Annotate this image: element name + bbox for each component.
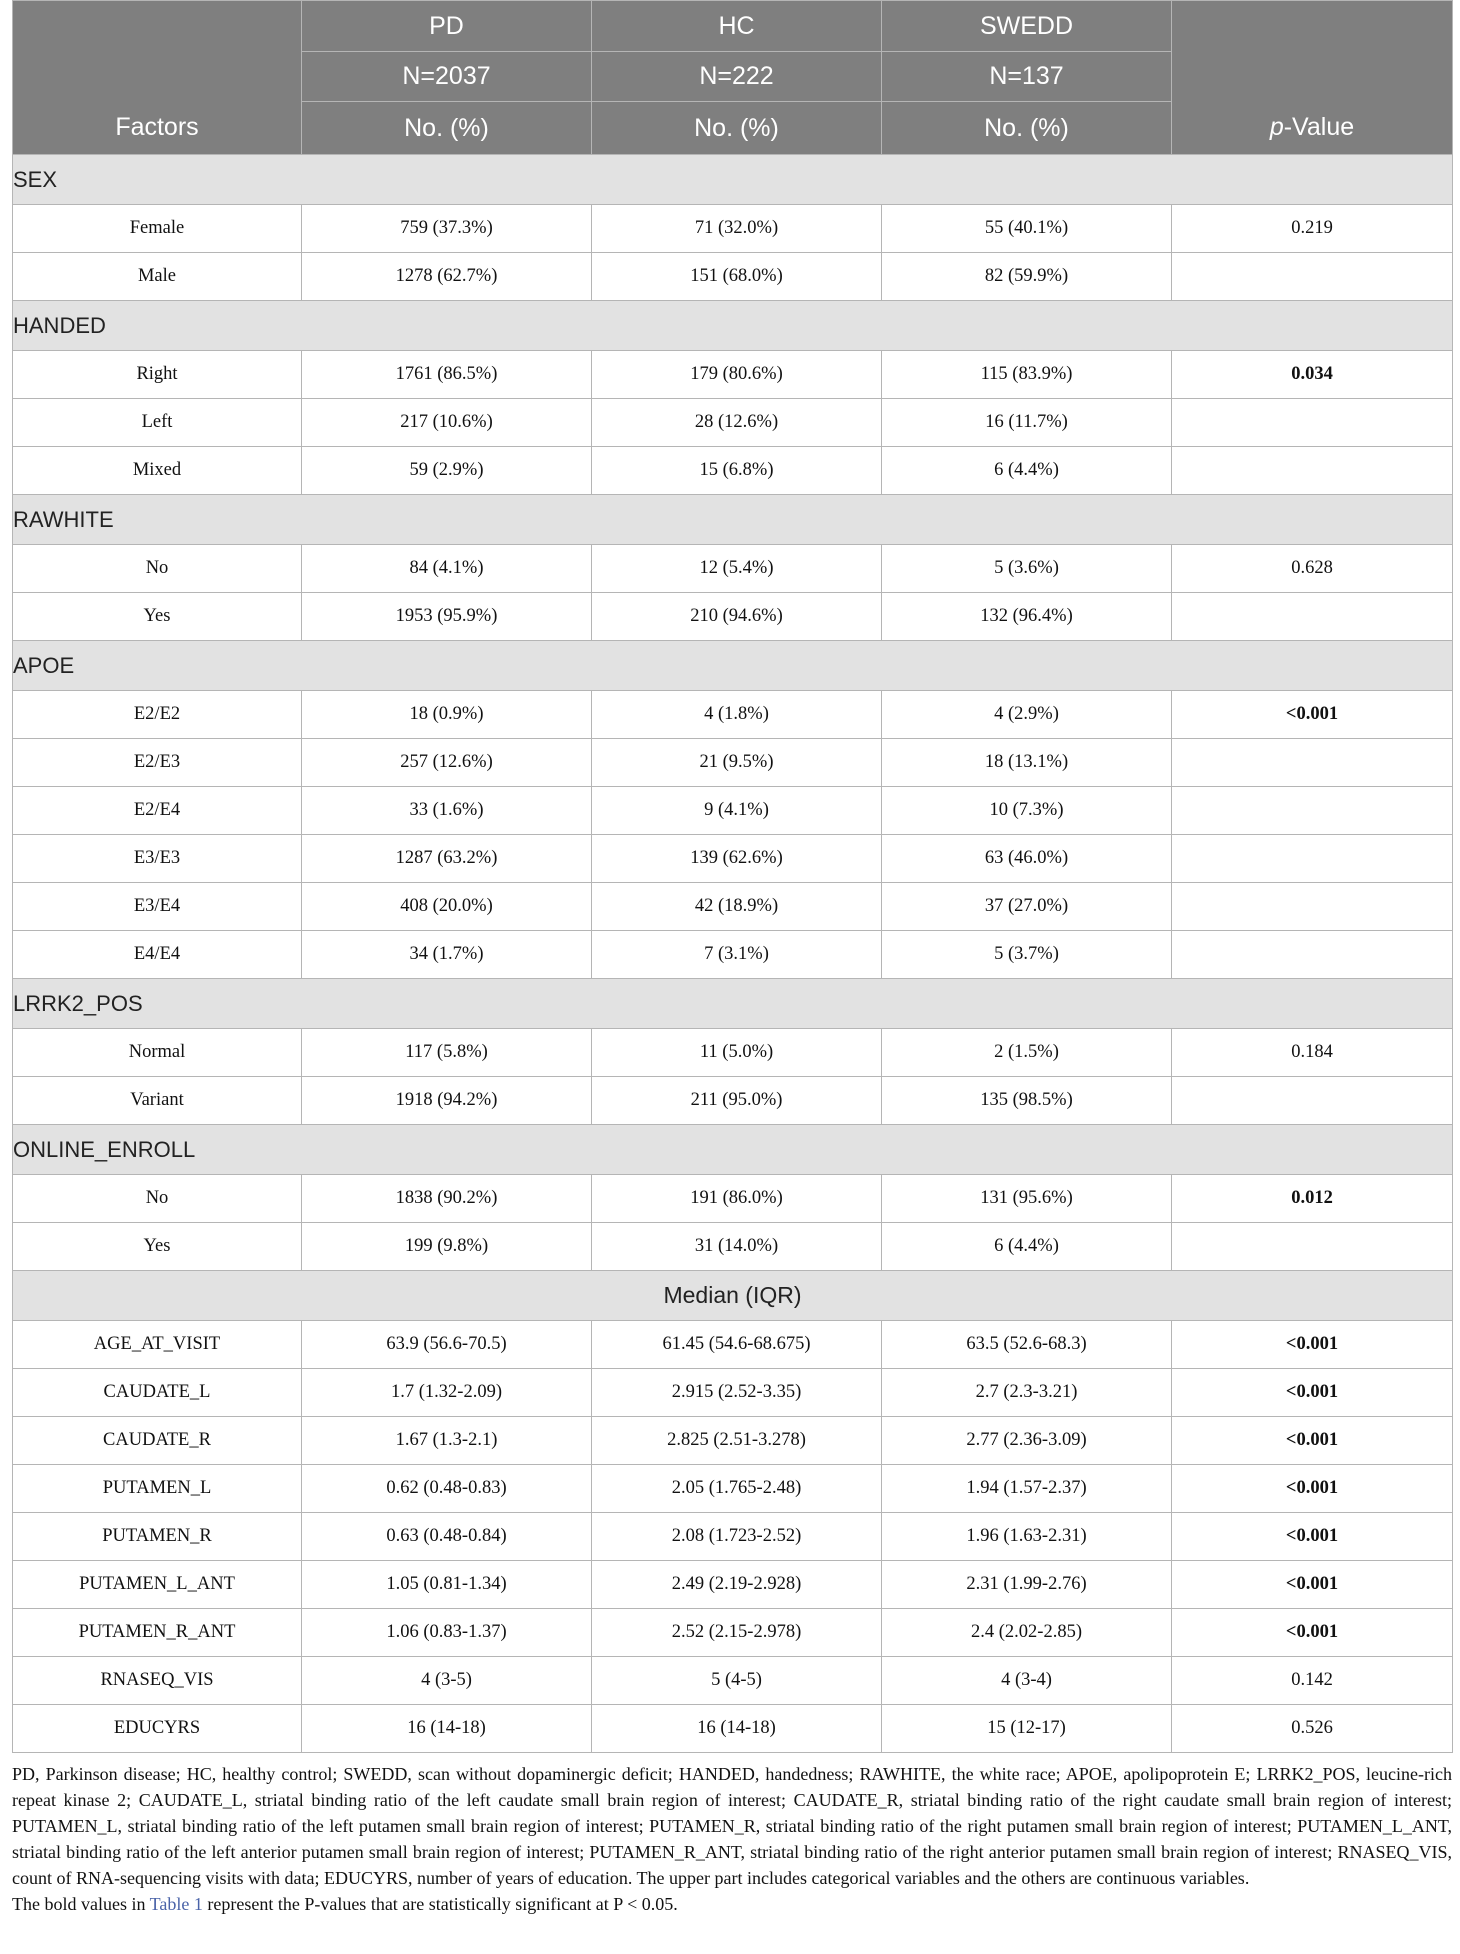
p-value-cell: <0.001 (1172, 1465, 1453, 1513)
table-row (13, 447, 1453, 495)
section-title: RAWHITE (13, 495, 1453, 545)
factor-cell: Female (13, 205, 302, 253)
hc-value-cell: 2.52 (2.15-2.978) (592, 1609, 882, 1657)
pd-value-cell: 117 (5.8%) (302, 1029, 592, 1077)
table-row (13, 835, 1453, 883)
factor-cell: CAUDATE_R (13, 1417, 302, 1465)
pd-value-cell: 59 (2.9%) (302, 447, 592, 495)
p-value-cell: <0.001 (1172, 691, 1453, 739)
swedd-value-cell: 82 (59.9%) (882, 253, 1172, 301)
factor-cell: Male (13, 253, 302, 301)
header-row-group-names (13, 1, 1453, 52)
section-header-row (13, 641, 1453, 691)
swedd-value-cell: 63 (46.0%) (882, 835, 1172, 883)
factor-cell: CAUDATE_L (13, 1369, 302, 1417)
pd-value-cell: 1.05 (0.81-1.34) (302, 1561, 592, 1609)
pd-value-cell: 63.9 (56.6-70.5) (302, 1321, 592, 1369)
table-row (13, 1609, 1453, 1657)
swedd-value-cell: 63.5 (52.6-68.3) (882, 1321, 1172, 1369)
pd-value-cell: 1918 (94.2%) (302, 1077, 592, 1125)
hc-value-cell: 7 (3.1%) (592, 931, 882, 979)
p-value-cell: <0.001 (1172, 1561, 1453, 1609)
factor-cell: E4/E4 (13, 931, 302, 979)
table-row (13, 787, 1453, 835)
table-row (13, 593, 1453, 641)
factor-cell: Yes (13, 1223, 302, 1271)
hc-value-cell: 179 (80.6%) (592, 351, 882, 399)
swedd-value-cell: 15 (12-17) (882, 1705, 1172, 1753)
pd-value-cell: 34 (1.7%) (302, 931, 592, 979)
bold-values-note (12, 1891, 1452, 1917)
factor-cell: Yes (13, 593, 302, 641)
swedd-value-cell: 5 (3.7%) (882, 931, 1172, 979)
section-header-row (13, 495, 1453, 545)
p-italic: p (1269, 113, 1284, 142)
pd-value-cell: 0.62 (0.48-0.83) (302, 1465, 592, 1513)
hc-value-cell: 31 (14.0%) (592, 1223, 882, 1271)
pd-value-cell: 84 (4.1%) (302, 545, 592, 593)
section-title: ONLINE_ENROLL (13, 1125, 1453, 1175)
pd-value-cell: 1761 (86.5%) (302, 351, 592, 399)
swedd-value-cell: 4 (2.9%) (882, 691, 1172, 739)
hc-value-cell: 42 (18.9%) (592, 883, 882, 931)
factor-cell: No (13, 1175, 302, 1223)
table-1-link[interactable]: Table 1 (149, 1894, 203, 1914)
swedd-value-cell: 2 (1.5%) (882, 1029, 1172, 1077)
hc-value-cell: 2.915 (2.52-3.35) (592, 1369, 882, 1417)
factor-cell: PUTAMEN_R (13, 1513, 302, 1561)
factor-cell: E2/E2 (13, 691, 302, 739)
swedd-value-cell: 132 (96.4%) (882, 593, 1172, 641)
pd-value-cell: 257 (12.6%) (302, 739, 592, 787)
pd-value-cell: 16 (14-18) (302, 1705, 592, 1753)
header-pd-name: PD (302, 1, 592, 52)
section-title: SEX (13, 155, 1453, 205)
p-value-cell (1172, 1077, 1453, 1125)
p-value-cell (1172, 835, 1453, 883)
table-row (13, 1369, 1453, 1417)
p-value-cell (1172, 931, 1453, 979)
swedd-value-cell: 1.94 (1.57-2.37) (882, 1465, 1172, 1513)
section-header-row (13, 1125, 1453, 1175)
factor-cell: PUTAMEN_R_ANT (13, 1609, 302, 1657)
table-row (13, 1465, 1453, 1513)
table-row (13, 399, 1453, 447)
header-blank-cell (13, 1, 302, 52)
swedd-value-cell: 4 (3-4) (882, 1657, 1172, 1705)
swedd-value-cell: 5 (3.6%) (882, 545, 1172, 593)
pd-value-cell: 1953 (95.9%) (302, 593, 592, 641)
factor-cell: PUTAMEN_L (13, 1465, 302, 1513)
hc-value-cell: 12 (5.4%) (592, 545, 882, 593)
hc-value-cell: 191 (86.0%) (592, 1175, 882, 1223)
p-value-cell (1172, 787, 1453, 835)
hc-value-cell: 151 (68.0%) (592, 253, 882, 301)
header-blank-cell (1172, 1, 1453, 52)
section-header-row (13, 301, 1453, 351)
p-value-cell: 0.012 (1172, 1175, 1453, 1223)
header-hc-name: HC (592, 1, 882, 52)
hc-value-cell: 5 (4-5) (592, 1657, 882, 1705)
factor-cell: E2/E3 (13, 739, 302, 787)
section-title: Median (IQR) (13, 1271, 1453, 1321)
swedd-value-cell: 37 (27.0%) (882, 883, 1172, 931)
pd-value-cell: 1838 (90.2%) (302, 1175, 592, 1223)
table-row (13, 1223, 1453, 1271)
hc-value-cell: 2.825 (2.51-3.278) (592, 1417, 882, 1465)
factor-cell: E3/E3 (13, 835, 302, 883)
swedd-value-cell: 18 (13.1%) (882, 739, 1172, 787)
header-row-sample-sizes (13, 52, 1453, 102)
section-title: HANDED (13, 301, 1453, 351)
pd-value-cell: 33 (1.6%) (302, 787, 592, 835)
p-value-cell: 0.526 (1172, 1705, 1453, 1753)
bold-note-after: represent the P-values that are statistically significant at P < 0.05. (202, 1894, 678, 1914)
factor-cell: Left (13, 399, 302, 447)
p-value-cell: 0.628 (1172, 545, 1453, 593)
pd-value-cell: 1.7 (1.32-2.09) (302, 1369, 592, 1417)
p-value-cell (1172, 253, 1453, 301)
factor-cell: AGE_AT_VISIT (13, 1321, 302, 1369)
p-value-cell (1172, 593, 1453, 641)
table-row (13, 1705, 1453, 1753)
factor-cell: EDUCYRS (13, 1705, 302, 1753)
p-value-cell: <0.001 (1172, 1417, 1453, 1465)
swedd-value-cell: 55 (40.1%) (882, 205, 1172, 253)
table-row (13, 253, 1453, 301)
hc-value-cell: 71 (32.0%) (592, 205, 882, 253)
factor-cell: E3/E4 (13, 883, 302, 931)
section-title: LRRK2_POS (13, 979, 1453, 1029)
demographics-table (12, 0, 1453, 1753)
table-row (13, 545, 1453, 593)
pd-value-cell: 199 (9.8%) (302, 1223, 592, 1271)
pd-value-cell: 4 (3-5) (302, 1657, 592, 1705)
swedd-value-cell: 2.7 (2.3-3.21) (882, 1369, 1172, 1417)
section-header-row (13, 979, 1453, 1029)
p-value-cell: <0.001 (1172, 1321, 1453, 1369)
table-row (13, 351, 1453, 399)
swedd-value-cell: 2.31 (1.99-2.76) (882, 1561, 1172, 1609)
header-hc-n: N=222 (592, 52, 882, 102)
hc-value-cell: 11 (5.0%) (592, 1029, 882, 1077)
section-header-row (13, 1271, 1453, 1321)
pd-value-cell: 18 (0.9%) (302, 691, 592, 739)
factor-cell: Mixed (13, 447, 302, 495)
abbreviations-footnote: PD, Parkinson disease; HC, healthy control; SWEDD, scan without dopaminergic deficit; HANDED, handedness; RAWHITE, the white race; APOE, apolipoprotein E; LRRK2_POS, leucine-rich repeat kinase 2; CAUDATE_L, striatal binding ratio of the left caudate small brain region of interest; CAUDATE_R, striatal binding ratio of the right caudate small brain region of interest; PUTAMEN_L, striatal binding ratio of the left putamen small brain region of interest; PUTAMEN_R, striatal binding ratio of the right putamen small brain region of interest; PUTAMEN_L_ANT, striatal binding ratio of the left anterior putamen small brain region of interest; PUTAMEN_R_ANT, striatal binding ratio of the right anterior putamen small brain region of interest; RNASEQ_VIS, count of RNA-sequencing visits with data; EDUCYRS, number of years of education. The upper part includes categorical variables and the others are continuous variables. (12, 1764, 1452, 1888)
table-row (13, 1561, 1453, 1609)
p-value-cell (1172, 399, 1453, 447)
p-value-cell (1172, 1223, 1453, 1271)
table-row (13, 1077, 1453, 1125)
swedd-value-cell: 131 (95.6%) (882, 1175, 1172, 1223)
header-row-units (13, 102, 1453, 155)
swedd-value-cell: 2.4 (2.02-2.85) (882, 1609, 1172, 1657)
factor-cell: Normal (13, 1029, 302, 1077)
pd-value-cell: 217 (10.6%) (302, 399, 592, 447)
hc-value-cell: 21 (9.5%) (592, 739, 882, 787)
table-row (13, 931, 1453, 979)
factor-cell: E2/E4 (13, 787, 302, 835)
hc-value-cell: 2.05 (1.765-2.48) (592, 1465, 882, 1513)
hc-value-cell: 15 (6.8%) (592, 447, 882, 495)
pd-value-cell: 408 (20.0%) (302, 883, 592, 931)
hc-value-cell: 2.49 (2.19-2.928) (592, 1561, 882, 1609)
pd-value-cell: 1.67 (1.3-2.1) (302, 1417, 592, 1465)
table-row (13, 1175, 1453, 1223)
hc-value-cell: 4 (1.8%) (592, 691, 882, 739)
table-row (13, 883, 1453, 931)
header-swedd-n: N=137 (882, 52, 1172, 102)
table-container (12, 0, 1452, 1917)
hc-value-cell: 211 (95.0%) (592, 1077, 882, 1125)
factor-cell: Variant (13, 1077, 302, 1125)
factor-cell: Right (13, 351, 302, 399)
hc-value-cell: 2.08 (1.723-2.52) (592, 1513, 882, 1561)
factor-cell: No (13, 545, 302, 593)
table-row (13, 1417, 1453, 1465)
p-value-suffix: -Value (1283, 113, 1355, 142)
table-body (13, 155, 1453, 1753)
p-value-cell: 0.219 (1172, 205, 1453, 253)
table-row (13, 691, 1453, 739)
table-row (13, 1029, 1453, 1077)
swedd-value-cell: 10 (7.3%) (882, 787, 1172, 835)
header-hc-unit: No. (%) (592, 102, 882, 155)
pd-value-cell: 1.06 (0.83-1.37) (302, 1609, 592, 1657)
p-value-cell: <0.001 (1172, 1513, 1453, 1561)
header-p-value (1172, 102, 1453, 155)
hc-value-cell: 210 (94.6%) (592, 593, 882, 641)
header-blank-cell (13, 52, 302, 102)
section-title: APOE (13, 641, 1453, 691)
bold-note-before: The bold values in (12, 1894, 150, 1914)
table-notes (12, 1761, 1452, 1917)
swedd-value-cell: 6 (4.4%) (882, 1223, 1172, 1271)
table-row (13, 1513, 1453, 1561)
hc-value-cell: 61.45 (54.6-68.675) (592, 1321, 882, 1369)
hc-value-cell: 28 (12.6%) (592, 399, 882, 447)
table-row (13, 739, 1453, 787)
header-pd-unit: No. (%) (302, 102, 592, 155)
pd-value-cell: 1278 (62.7%) (302, 253, 592, 301)
p-value-cell: 0.034 (1172, 351, 1453, 399)
p-value-cell: <0.001 (1172, 1609, 1453, 1657)
swedd-value-cell: 6 (4.4%) (882, 447, 1172, 495)
swedd-value-cell: 2.77 (2.36-3.09) (882, 1417, 1172, 1465)
header-swedd-unit: No. (%) (882, 102, 1172, 155)
pd-value-cell: 1287 (63.2%) (302, 835, 592, 883)
p-value-cell: 0.142 (1172, 1657, 1453, 1705)
hc-value-cell: 139 (62.6%) (592, 835, 882, 883)
factor-cell: RNASEQ_VIS (13, 1657, 302, 1705)
table-row (13, 205, 1453, 253)
hc-value-cell: 9 (4.1%) (592, 787, 882, 835)
swedd-value-cell: 135 (98.5%) (882, 1077, 1172, 1125)
p-value-cell: <0.001 (1172, 1369, 1453, 1417)
p-value-cell (1172, 739, 1453, 787)
header-blank-cell (1172, 52, 1453, 102)
p-value-cell (1172, 883, 1453, 931)
swedd-value-cell: 115 (83.9%) (882, 351, 1172, 399)
header-factors: Factors (13, 102, 302, 155)
swedd-value-cell: 1.96 (1.63-2.31) (882, 1513, 1172, 1561)
section-header-row (13, 155, 1453, 205)
pd-value-cell: 759 (37.3%) (302, 205, 592, 253)
header-swedd-name: SWEDD (882, 1, 1172, 52)
p-value-cell: 0.184 (1172, 1029, 1453, 1077)
table-row (13, 1321, 1453, 1369)
hc-value-cell: 16 (14-18) (592, 1705, 882, 1753)
table-row (13, 1657, 1453, 1705)
pd-value-cell: 0.63 (0.48-0.84) (302, 1513, 592, 1561)
header-pd-n: N=2037 (302, 52, 592, 102)
factor-cell: PUTAMEN_L_ANT (13, 1561, 302, 1609)
swedd-value-cell: 16 (11.7%) (882, 399, 1172, 447)
p-value-cell (1172, 447, 1453, 495)
